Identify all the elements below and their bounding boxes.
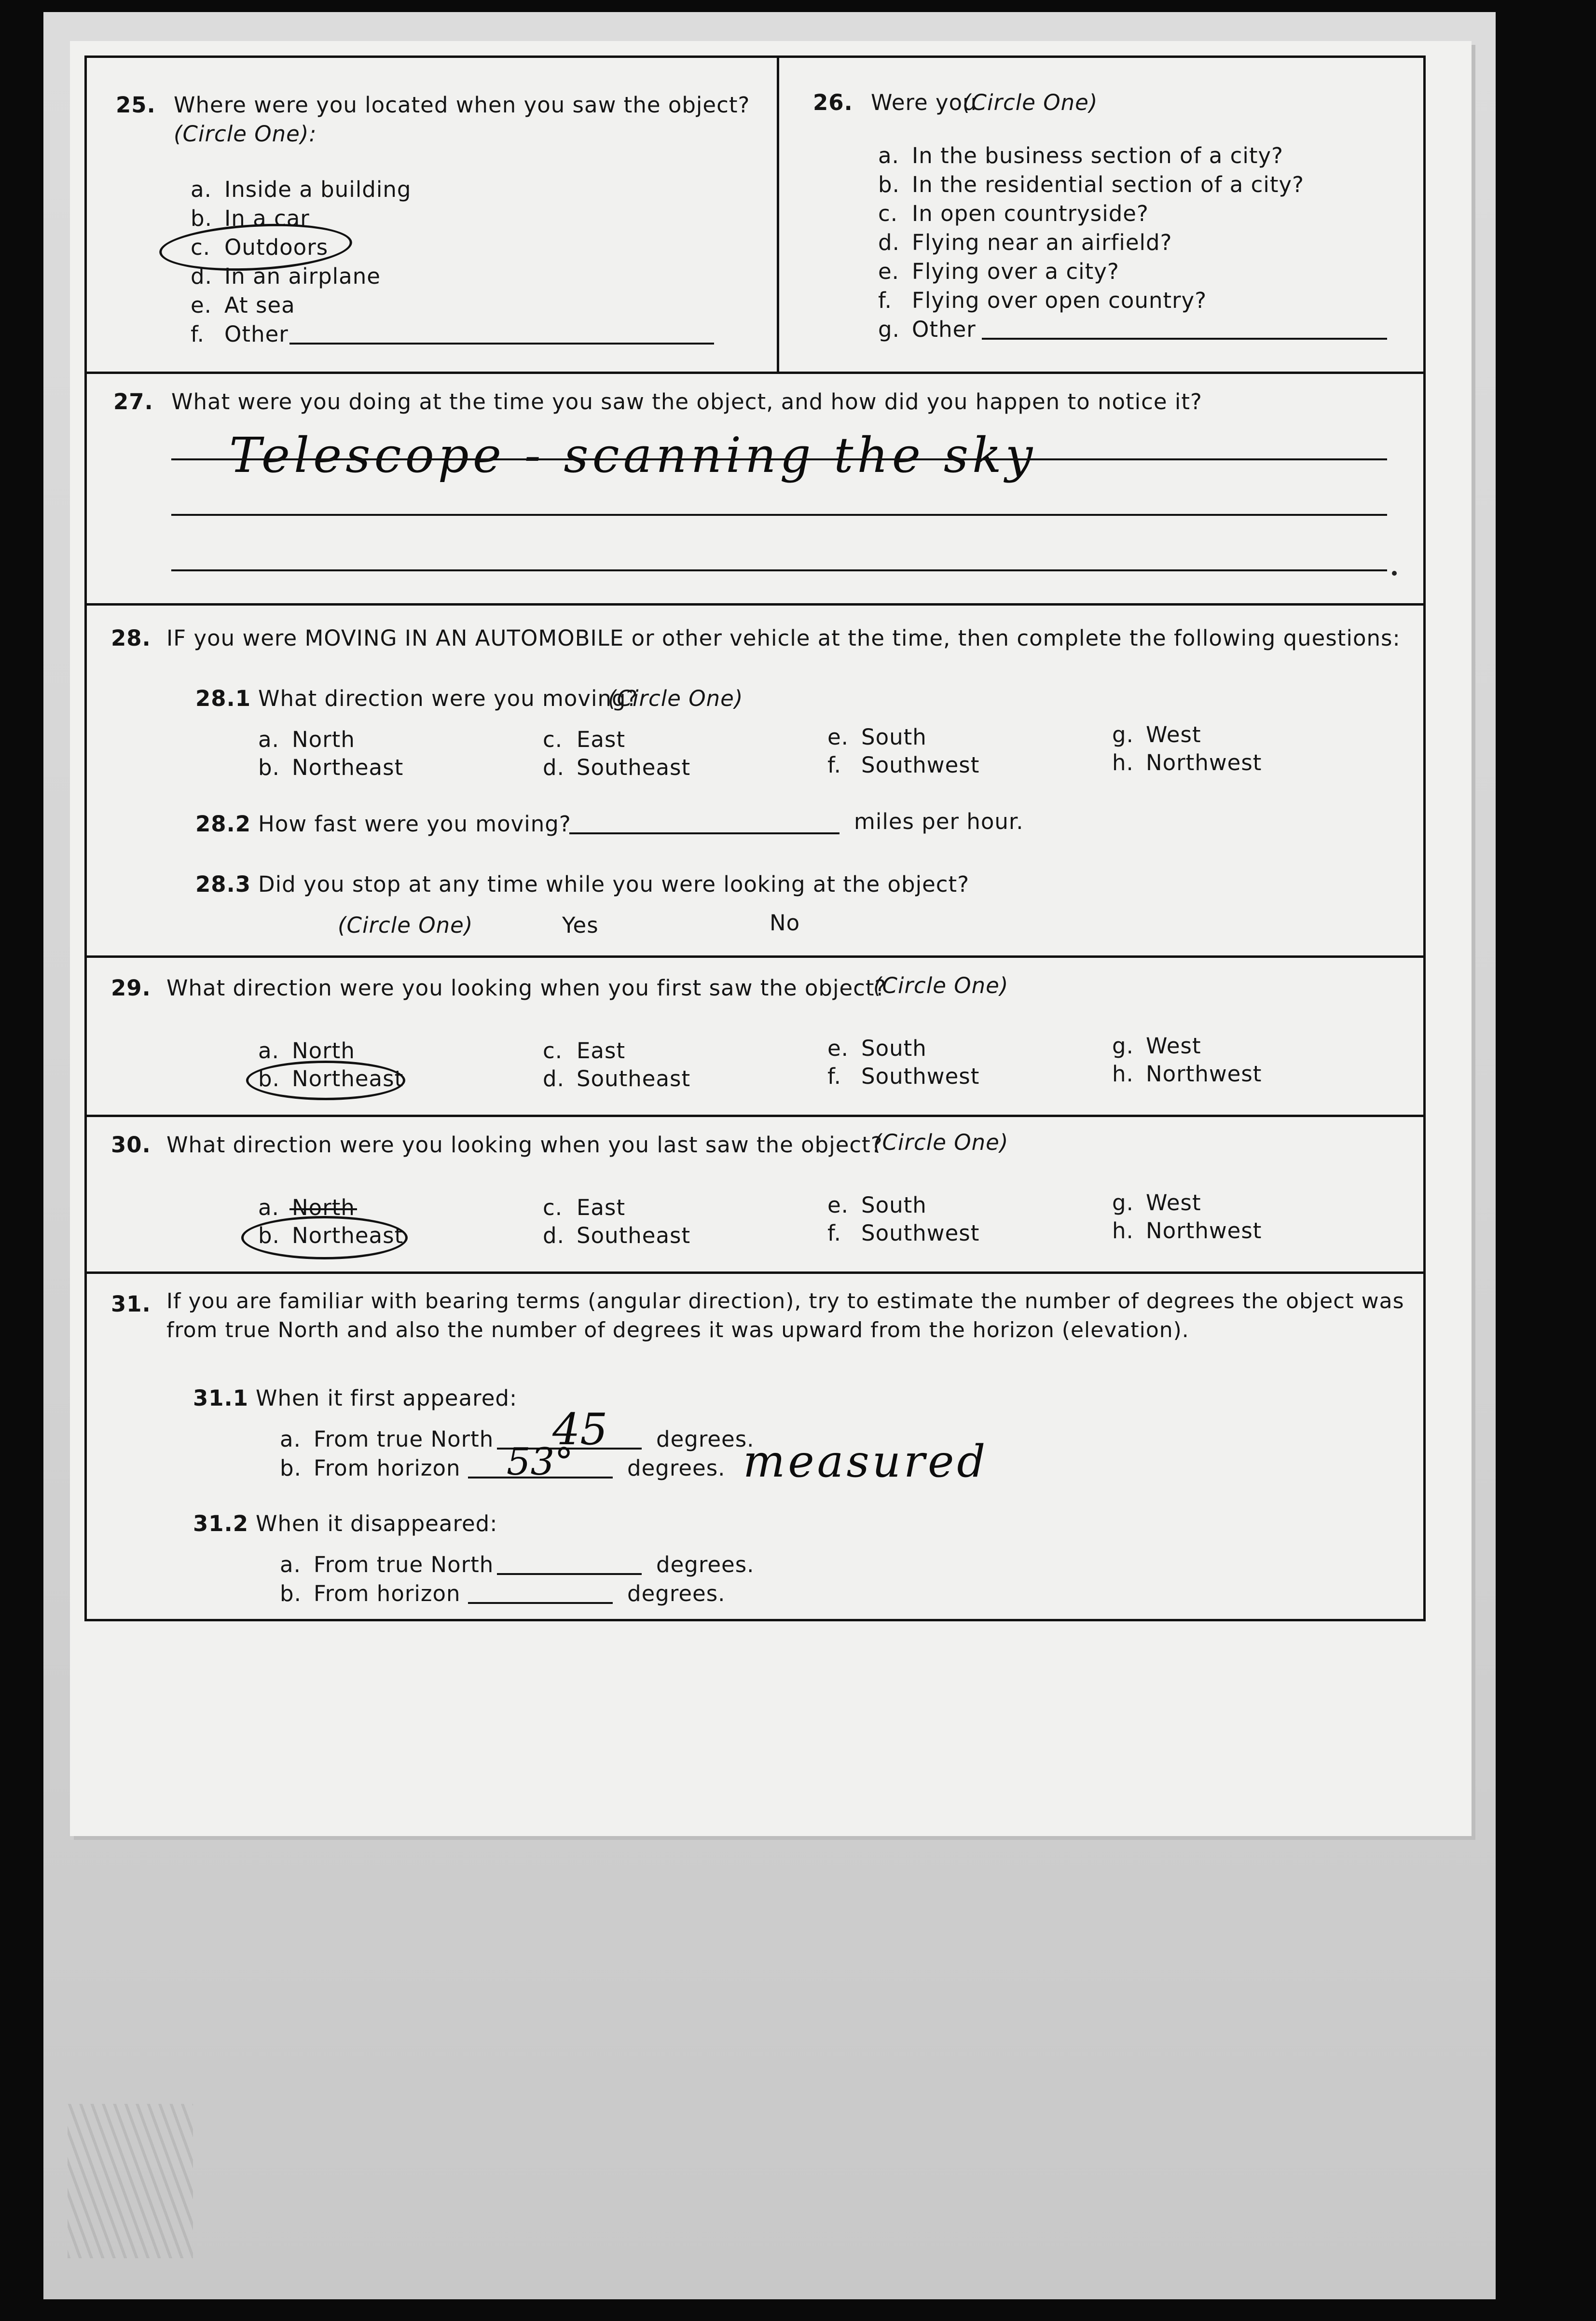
q31-number: 31. — [111, 1291, 151, 1317]
q31-1-b-label: b. From horizon — [280, 1455, 461, 1481]
q28-number: 28. — [111, 625, 151, 651]
q31-1-number: 31.1 — [193, 1385, 249, 1411]
q25-option-f[interactable]: f. Other — [191, 321, 289, 347]
q30-option-e[interactable]: e. South — [827, 1192, 927, 1218]
q31-question-line-2: from true North and also the number of degrees it was upward from the horizon (elevation). — [166, 1318, 1189, 1342]
q28-3-option-no[interactable]: No — [770, 910, 800, 936]
q26-option-d[interactable]: d. Flying near an airfield? — [878, 230, 1172, 255]
q28-2-unit: miles per hour. — [854, 809, 1024, 834]
q26-option-b[interactable]: b. In the residential section of a city? — [878, 172, 1305, 197]
q25-instruction: (Circle One): — [174, 121, 317, 147]
q26-option-a[interactable]: a. In the business section of a city? — [878, 143, 1284, 168]
q28-1-question: What direction were you moving? — [258, 686, 638, 711]
q28-3-number: 28.3 — [195, 871, 251, 897]
q28-2-speed-field[interactable] — [569, 832, 839, 834]
q29-option-c[interactable]: c. East — [543, 1038, 626, 1064]
q25-question: Where were you located when you saw the object? — [174, 92, 750, 118]
q31-2-b-unit: degrees. — [627, 1581, 726, 1606]
q28-question: IF you were MOVING IN AN AUTOMOBILE or other vehicle at the time, then complete the following questions: — [166, 625, 1401, 651]
q30-option-f[interactable]: f. Southwest — [827, 1220, 980, 1246]
questionnaire-grid — [84, 55, 1426, 1621]
q31-2-a-label: a. From true North — [280, 1552, 494, 1577]
q28-2-question: How fast were you moving? — [258, 811, 571, 837]
q28-1-option-d[interactable]: d. Southeast — [543, 755, 691, 780]
q29-number: 29. — [111, 975, 151, 1001]
q31-2-label: When it disappeared: — [256, 1511, 498, 1536]
q31-1-a-handwritten-value: 45 — [552, 1404, 608, 1455]
q27-question: What were you doing at the time you saw the object, and how did you happen to notice it? — [171, 389, 1202, 414]
q31-2-number: 31.2 — [193, 1511, 249, 1536]
q26-option-f[interactable]: f. Flying over open country? — [878, 288, 1207, 313]
q25-option-c[interactable]: c. Outdoors — [191, 235, 329, 260]
q29-option-a[interactable]: a. North — [258, 1038, 355, 1064]
form-page — [70, 41, 1472, 1836]
q28-3-option-yes[interactable]: Yes — [562, 912, 599, 938]
q25-number: 25. — [116, 92, 156, 118]
q30-option-d[interactable]: d. Southeast — [543, 1223, 691, 1248]
mount-scuff-mark — [68, 2104, 193, 2258]
q26-option-c[interactable]: c. In open countryside? — [878, 201, 1149, 226]
q28-1-option-e[interactable]: e. South — [827, 724, 927, 750]
q28-1-number: 28.1 — [195, 686, 251, 711]
q31-1-b-handwritten-value: 53° — [507, 1440, 574, 1484]
q26-question: Were you — [871, 90, 977, 115]
q31-1-a-unit: degrees. — [656, 1426, 755, 1452]
q31-2-b-field[interactable] — [468, 1602, 613, 1604]
q25-option-b[interactable]: b. In a car — [191, 206, 310, 231]
q28-1-option-f[interactable]: f. Southwest — [827, 752, 980, 778]
q26-number: 26. — [813, 90, 853, 115]
q28-1-option-b[interactable]: b. Northeast — [258, 755, 404, 780]
q26-option-e[interactable]: e. Flying over a city? — [878, 259, 1119, 284]
q27-number: 27. — [113, 389, 153, 414]
q27-answer-line-3[interactable] — [171, 569, 1387, 571]
q29-option-g[interactable]: g. West — [1112, 1033, 1201, 1059]
q29-option-h[interactable]: h. Northwest — [1112, 1061, 1262, 1087]
q31-1-handwritten-note: measured — [743, 1436, 989, 1487]
divider-row-4 — [87, 1115, 1423, 1117]
q28-1-instruction: (Circle One) — [608, 686, 743, 711]
q28-1-option-g[interactable]: g. West — [1112, 722, 1201, 747]
q30-option-c[interactable]: c. East — [543, 1195, 626, 1220]
q31-question-line-1: If you are familiar with bearing terms (angular direction), try to estimate the number of degrees the object was — [166, 1289, 1404, 1313]
q30-option-a-strikethrough — [289, 1208, 357, 1210]
q30-option-b[interactable]: b. Northeast — [258, 1223, 404, 1248]
q31-2-a-unit: degrees. — [656, 1552, 755, 1577]
q30-question: What direction were you looking when you last saw the object? — [166, 1132, 883, 1158]
q27-handwritten-answer: Telescope - scanning the sky — [229, 427, 1037, 484]
q28-1-option-c[interactable]: c. East — [543, 727, 626, 752]
q29-option-d[interactable]: d. Southeast — [543, 1066, 691, 1091]
q31-1-b-unit: degrees. — [627, 1455, 726, 1481]
q25-option-e[interactable]: e. At sea — [191, 292, 295, 318]
q30-option-g[interactable]: g. West — [1112, 1190, 1201, 1216]
q30-answer-circle — [241, 1216, 408, 1259]
q30-option-a[interactable]: a. North — [258, 1195, 355, 1220]
q25-other-field[interactable] — [289, 343, 714, 345]
q26-instruction: (Circle One) — [963, 90, 1098, 115]
divider-q25-q26 — [777, 58, 779, 372]
q30-number: 30. — [111, 1132, 151, 1158]
q31-2-a-field[interactable] — [497, 1573, 642, 1575]
q29-question: What direction were you looking when you first saw the object? — [166, 975, 887, 1001]
q29-option-f[interactable]: f. Southwest — [827, 1064, 980, 1089]
q28-3-question: Did you stop at any time while you were looking at the object? — [258, 871, 970, 897]
divider-row-1 — [87, 372, 1423, 374]
q26-other-field[interactable] — [982, 338, 1387, 340]
q28-1-option-a[interactable]: a. North — [258, 727, 355, 752]
q27-answer-line-1[interactable] — [171, 458, 1387, 460]
q26-option-g[interactable]: g. Other — [878, 317, 976, 342]
q31-1-label: When it first appeared: — [256, 1385, 518, 1411]
q27-period-dot — [1392, 571, 1397, 576]
q29-option-e[interactable]: e. South — [827, 1036, 927, 1061]
q30-option-h[interactable]: h. Northwest — [1112, 1218, 1262, 1243]
q29-instruction: (Circle One) — [873, 973, 1009, 998]
divider-row-5 — [87, 1271, 1423, 1274]
q27-answer-line-2[interactable] — [171, 514, 1387, 516]
q28-3-instruction: (Circle One) — [338, 912, 473, 938]
q28-1-option-h[interactable]: h. Northwest — [1112, 750, 1262, 775]
q29-answer-circle — [246, 1061, 405, 1100]
divider-row-3 — [87, 955, 1423, 958]
q31-2-b-label: b. From horizon — [280, 1581, 461, 1606]
q25-option-a[interactable]: a. Inside a building — [191, 177, 412, 202]
q30-instruction: (Circle One) — [873, 1130, 1009, 1155]
q29-option-b[interactable]: b. Northeast — [258, 1066, 404, 1091]
q25-option-d[interactable]: d. In an airplane — [191, 263, 381, 289]
q28-2-number: 28.2 — [195, 811, 251, 837]
divider-row-2 — [87, 603, 1423, 606]
q31-1-a-label: a. From true North — [280, 1426, 494, 1452]
